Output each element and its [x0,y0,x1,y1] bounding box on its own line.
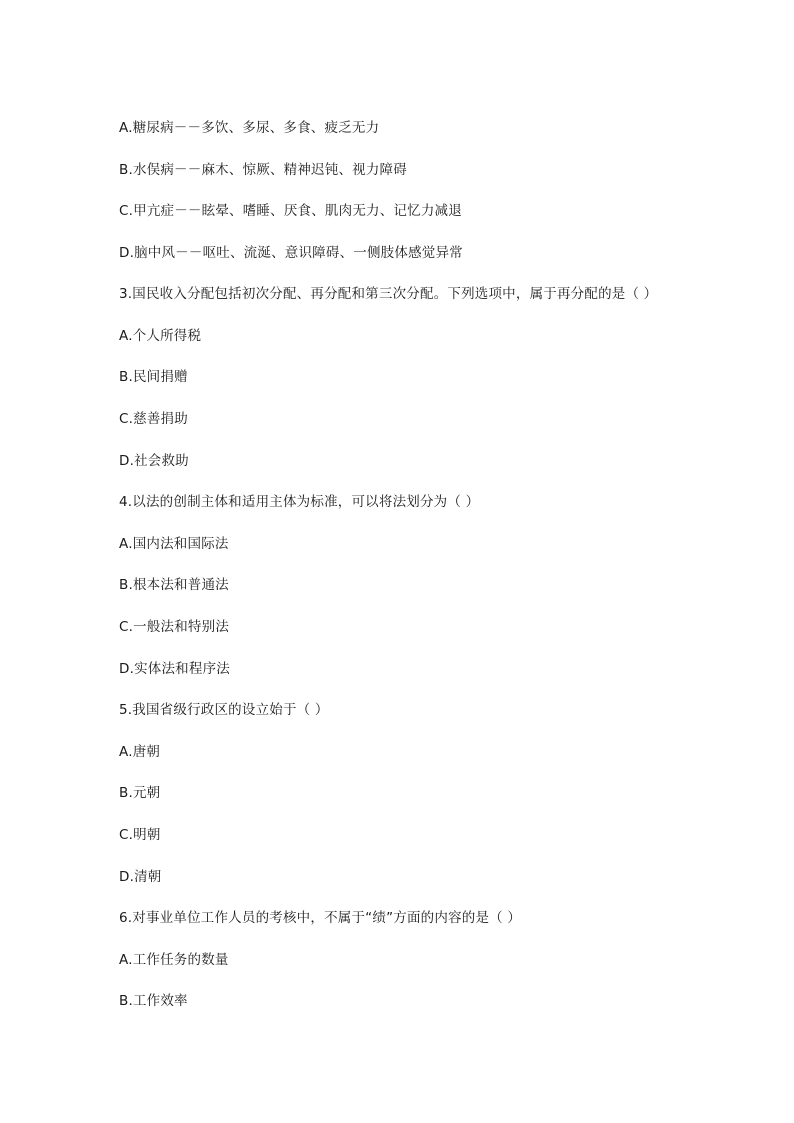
q3-option-d: D.社会救助 [119,453,189,469]
q5-option-b: B.元朝 [119,785,161,801]
question-5: 5.我国省级行政区的设立始于（ ） [119,702,329,718]
q4-option-a: A.国内法和国际法 [119,536,229,552]
q3-option-c: C.慈善捐助 [119,411,188,427]
question-3: 3.国民收入分配包括初次分配、再分配和第三次分配。下列选项中，属于再分配的是（ ） [119,286,658,302]
question-4: 4.以法的创制主体和适用主体为标准，可以将法划分为（ ） [119,494,480,510]
q2-option-b: B.水俣病－－麻木、惊厥、精神迟钝、视力障碍 [119,162,407,178]
q4-option-c: C.一般法和特别法 [119,619,230,635]
q6-option-a: A.工作任务的数量 [119,952,229,968]
q6-option-b: B.工作效率 [119,993,188,1009]
q5-option-a: A.唐朝 [119,744,161,760]
q4-option-d: D.实体法和程序法 [119,661,230,677]
q4-option-b: B.根本法和普通法 [119,577,229,593]
q2-option-d: D.脑中风－－呕吐、流涎、意识障碍、一侧肢体感觉异常 [119,245,463,261]
q2-option-c: C.甲亢症－－眩晕、嗜睡、厌食、肌肉无力、记忆力减退 [119,203,462,219]
q5-option-c: C.明朝 [119,827,161,843]
question-6: 6.对事业单位工作人员的考核中，不属于“绩”方面的内容的是（ ） [119,910,522,926]
q2-option-a: A.糖尿病－－多饮、多尿、多食、疲乏无力 [119,120,380,136]
q5-option-d: D.清朝 [119,869,162,885]
q3-option-a: A.个人所得税 [119,328,202,344]
q3-option-b: B.民间捐赠 [119,369,188,385]
